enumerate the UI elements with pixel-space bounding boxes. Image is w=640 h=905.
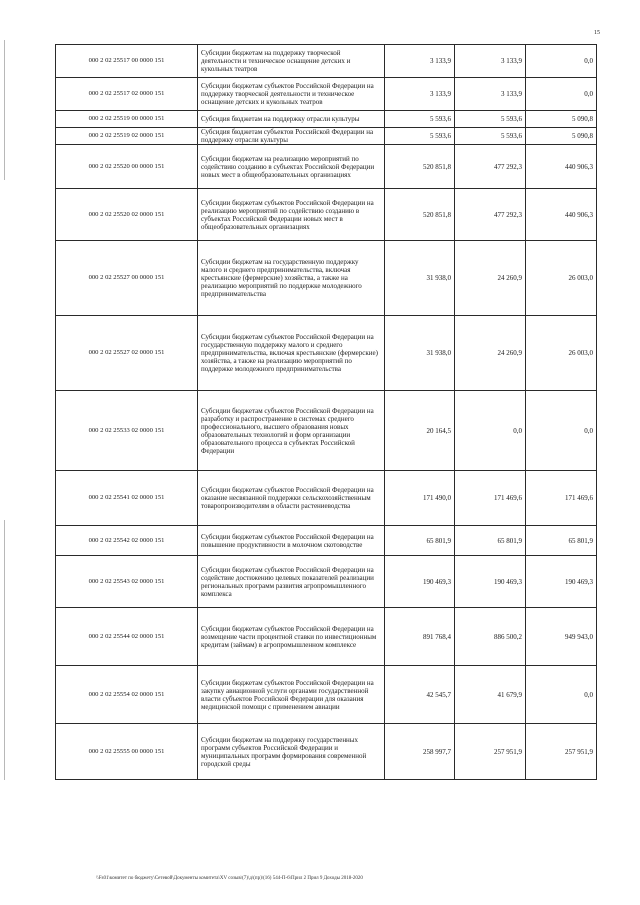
amount-2018-cell: 20 164,5	[385, 391, 455, 471]
revenue-name-cell: Субсидии бюджетам на поддержку государственных программ субъектов Российской Федерации и муниципальных программ формирования современной городской среды	[198, 724, 385, 780]
revenue-name-cell: Субсидии бюджетам на поддержку творческой деятельности и техническое оснащение детских и кукольных театров	[198, 45, 385, 78]
amount-2020-cell: 65 801,9	[526, 526, 597, 556]
revenue-name-cell: Субсидии бюджетам на реализацию мероприятий по содействию созданию в субъектах Российской Федерации новых мест в общеобразовательных организациях	[198, 145, 385, 189]
table-row	[56, 556, 597, 608]
amount-2018-cell: 31 938,0	[385, 316, 455, 391]
revenue-name-cell: Субсидии бюджетам субъектов Российской Федерации на повышение продуктивности в молочном скотоводстве	[198, 526, 385, 556]
amount-2019-cell: 477 292,3	[455, 145, 526, 189]
table-row	[56, 666, 597, 724]
table-row	[56, 45, 597, 78]
revenue-table-body	[56, 45, 597, 780]
amount-2019-cell: 5 593,6	[455, 111, 526, 128]
amount-2020-cell: 190 469,3	[526, 556, 597, 608]
amount-2019-cell: 24 260,9	[455, 241, 526, 316]
amount-2020-cell: 26 003,0	[526, 316, 597, 391]
amount-2018-cell: 520 851,8	[385, 145, 455, 189]
amount-2019-cell: 5 593,6	[455, 128, 526, 145]
revenue-name-cell: Субсидии бюджетам субъектов Российской Федерации на разработку и распространение в системах среднего профессионального, высшего образования новых образовательных технологий и форм организации образовательного процесса в субъектах Российской Федерации	[198, 391, 385, 471]
table-row	[56, 471, 597, 526]
footer-file-path: \\Fs01\комитет по бюджету\Сетевой\Документы комитета\XV созыв\(7)\д\(пр)\(16) 544-П-6\Прил 2 Прил 9 Доходы 2018-2020	[96, 876, 363, 881]
budget-code-cell: 000 2 02 25527 00 0000 151	[56, 241, 198, 316]
budget-code-cell: 000 2 02 25527 02 0000 151	[56, 316, 198, 391]
revenue-name-cell: Субсидии бюджетам на государственную поддержку малого и среднего предпринимательства, включая крестьянские (фермерские) хозяйства, а также на реализацию мероприятий по поддержке молодежного предпринимательства	[198, 241, 385, 316]
amount-2019-cell: 0,0	[455, 391, 526, 471]
budget-code-cell: 000 2 02 25519 00 0000 151	[56, 111, 198, 128]
budget-code-cell: 000 2 02 25543 02 0000 151	[56, 556, 198, 608]
table-row	[56, 145, 597, 189]
revenue-name-cell: Субсидии бюджетам субъектов Российской Федерации на оказание несвязанной поддержки сельскохозяйственным товаропроизводителям в области растениеводства	[198, 471, 385, 526]
scan-margin-mark-bottom	[4, 520, 5, 780]
budget-code-cell: 000 2 02 25542 02 0000 151	[56, 526, 198, 556]
table-row	[56, 78, 597, 111]
revenue-name-cell: Субсидия бюджетам на поддержку отрасли культуры	[198, 111, 385, 128]
revenue-name-cell: Субсидии бюджетам субъектов Российской Федерации на содействие достижению целевых показателей реализации региональных программ развития агропромышленного комплекса	[198, 556, 385, 608]
revenue-name-cell: Субсидия бюджетам субъектов Российской Федерации на поддержку отрасли культуры	[198, 128, 385, 145]
amount-2020-cell: 440 906,3	[526, 189, 597, 241]
amount-2019-cell: 171 469,6	[455, 471, 526, 526]
budget-code-cell: 000 2 02 25544 02 0000 151	[56, 608, 198, 666]
amount-2018-cell: 5 593,6	[385, 128, 455, 145]
revenue-name-cell: Субсидии бюджетам субъектов Российской Федерации на реализацию мероприятий по содействию созданию в субъектах Российской Федерации новых мест в общеобразовательных организациях	[198, 189, 385, 241]
table-row	[56, 111, 597, 128]
amount-2018-cell: 31 938,0	[385, 241, 455, 316]
amount-2020-cell: 440 906,3	[526, 145, 597, 189]
budget-code-cell: 000 2 02 25520 02 0000 151	[56, 189, 198, 241]
scan-margin-mark-top	[4, 40, 5, 180]
table-row	[56, 128, 597, 145]
amount-2020-cell: 5 090,8	[526, 128, 597, 145]
amount-2018-cell: 65 801,9	[385, 526, 455, 556]
table-row	[56, 724, 597, 780]
amount-2019-cell: 24 260,9	[455, 316, 526, 391]
table-row	[56, 608, 597, 666]
amount-2020-cell: 5 090,8	[526, 111, 597, 128]
amount-2018-cell: 190 469,3	[385, 556, 455, 608]
table-row	[56, 241, 597, 316]
table-row	[56, 316, 597, 391]
amount-2019-cell: 65 801,9	[455, 526, 526, 556]
amount-2020-cell: 257 951,9	[526, 724, 597, 780]
budget-code-cell: 000 2 02 25517 02 0000 151	[56, 78, 198, 111]
amount-2018-cell: 3 133,9	[385, 78, 455, 111]
budget-code-cell: 000 2 02 25554 02 0000 151	[56, 666, 198, 724]
revenue-table	[55, 44, 597, 780]
amount-2020-cell: 0,0	[526, 391, 597, 471]
budget-code-cell: 000 2 02 25555 00 0000 151	[56, 724, 198, 780]
budget-code-cell: 000 2 02 25533 02 0000 151	[56, 391, 198, 471]
amount-2019-cell: 477 292,3	[455, 189, 526, 241]
revenue-name-cell: Субсидии бюджетам субъектов Российской Федерации на возмещение части процентной ставки по инвестиционным кредитам (займам) в агропромышленном комплексе	[198, 608, 385, 666]
amount-2019-cell: 3 133,9	[455, 45, 526, 78]
revenue-name-cell: Субсидии бюджетам субъектов Российской Федерации на государственную поддержку малого и среднего предпринимательства, включая крестьянские (фермерские) хозяйства, а также на реализацию мероприятий по поддержке молодежного предпринимательства	[198, 316, 385, 391]
amount-2020-cell: 171 469,6	[526, 471, 597, 526]
budget-code-cell: 000 2 02 25519 02 0000 151	[56, 128, 198, 145]
amount-2019-cell: 41 679,9	[455, 666, 526, 724]
amount-2018-cell: 520 851,8	[385, 189, 455, 241]
amount-2019-cell: 3 133,9	[455, 78, 526, 111]
budget-code-cell: 000 2 02 25517 00 0000 151	[56, 45, 198, 78]
table-row	[56, 189, 597, 241]
budget-code-cell: 000 2 02 25520 00 0000 151	[56, 145, 198, 189]
revenue-name-cell: Субсидии бюджетам субъектов Российской Федерации на закупку авиационной услуги органами государственной власти субъектов Российской Федерации для оказания медицинской помощи с применением авиации	[198, 666, 385, 724]
amount-2020-cell: 0,0	[526, 666, 597, 724]
amount-2018-cell: 3 133,9	[385, 45, 455, 78]
amount-2020-cell: 0,0	[526, 45, 597, 78]
revenue-name-cell: Субсидии бюджетам субъектов Российской Федерации на поддержку творческой деятельности и техническое оснащение детских и кукольных театров	[198, 78, 385, 111]
amount-2018-cell: 171 490,0	[385, 471, 455, 526]
amount-2019-cell: 886 500,2	[455, 608, 526, 666]
amount-2019-cell: 257 951,9	[455, 724, 526, 780]
amount-2018-cell: 42 545,7	[385, 666, 455, 724]
budget-code-cell: 000 2 02 25541 02 0000 151	[56, 471, 198, 526]
amount-2018-cell: 258 997,7	[385, 724, 455, 780]
amount-2019-cell: 190 469,3	[455, 556, 526, 608]
table-row	[56, 391, 597, 471]
amount-2020-cell: 949 943,0	[526, 608, 597, 666]
table-row	[56, 526, 597, 556]
page-number: 15	[594, 30, 600, 36]
amount-2018-cell: 5 593,6	[385, 111, 455, 128]
amount-2020-cell: 0,0	[526, 78, 597, 111]
amount-2020-cell: 26 003,0	[526, 241, 597, 316]
amount-2018-cell: 891 768,4	[385, 608, 455, 666]
